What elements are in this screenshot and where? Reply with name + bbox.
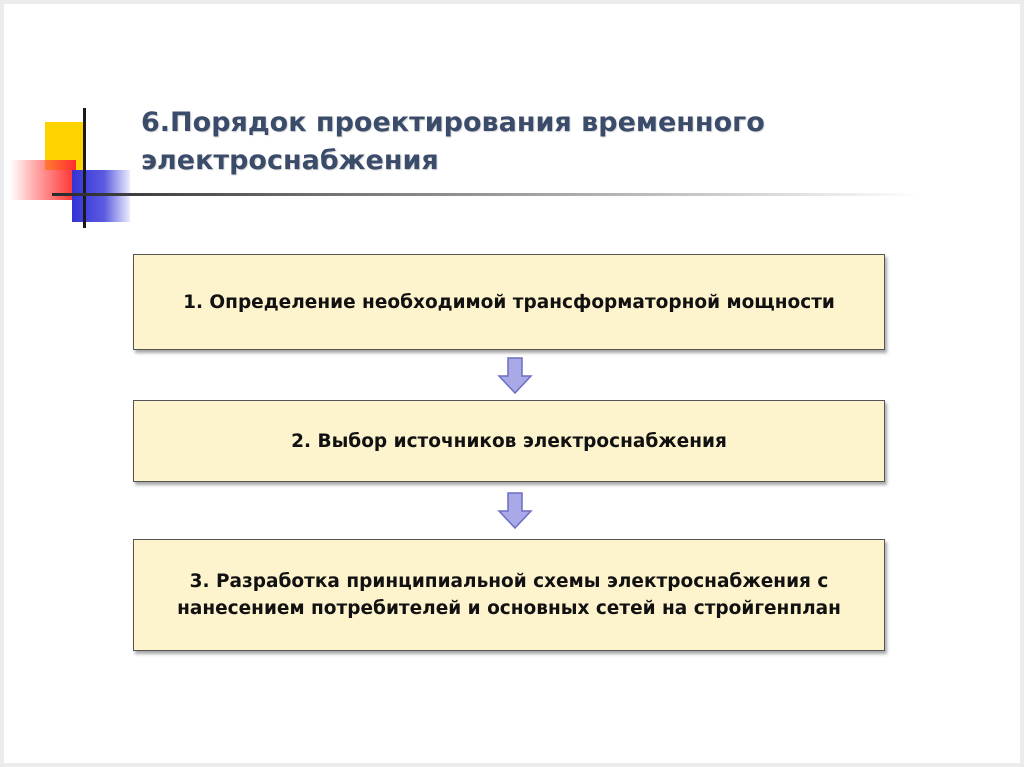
step-label-2: 2. Выбор источников электроснабжения: [291, 430, 727, 452]
step-box-3: [133, 539, 885, 651]
step-label-3: 3. Разработка принципиальной схемы электроснабжения с нанесением потребителей и основных сетей на стройгенплан: [177, 571, 841, 619]
title-underline: [52, 193, 922, 196]
decor-vertical-line: [83, 108, 86, 228]
down-arrow-icon: [495, 491, 535, 531]
decor-blue-square: [72, 170, 130, 222]
step-box-1: [133, 254, 885, 350]
step-label-1: 1. Определение необходимой трансформаторной мощности: [183, 291, 835, 313]
step-box-2: [133, 400, 885, 482]
slide-title: 6.Порядок проектирования временного электроснабжения: [141, 107, 765, 176]
down-arrow-icon: [495, 356, 535, 396]
